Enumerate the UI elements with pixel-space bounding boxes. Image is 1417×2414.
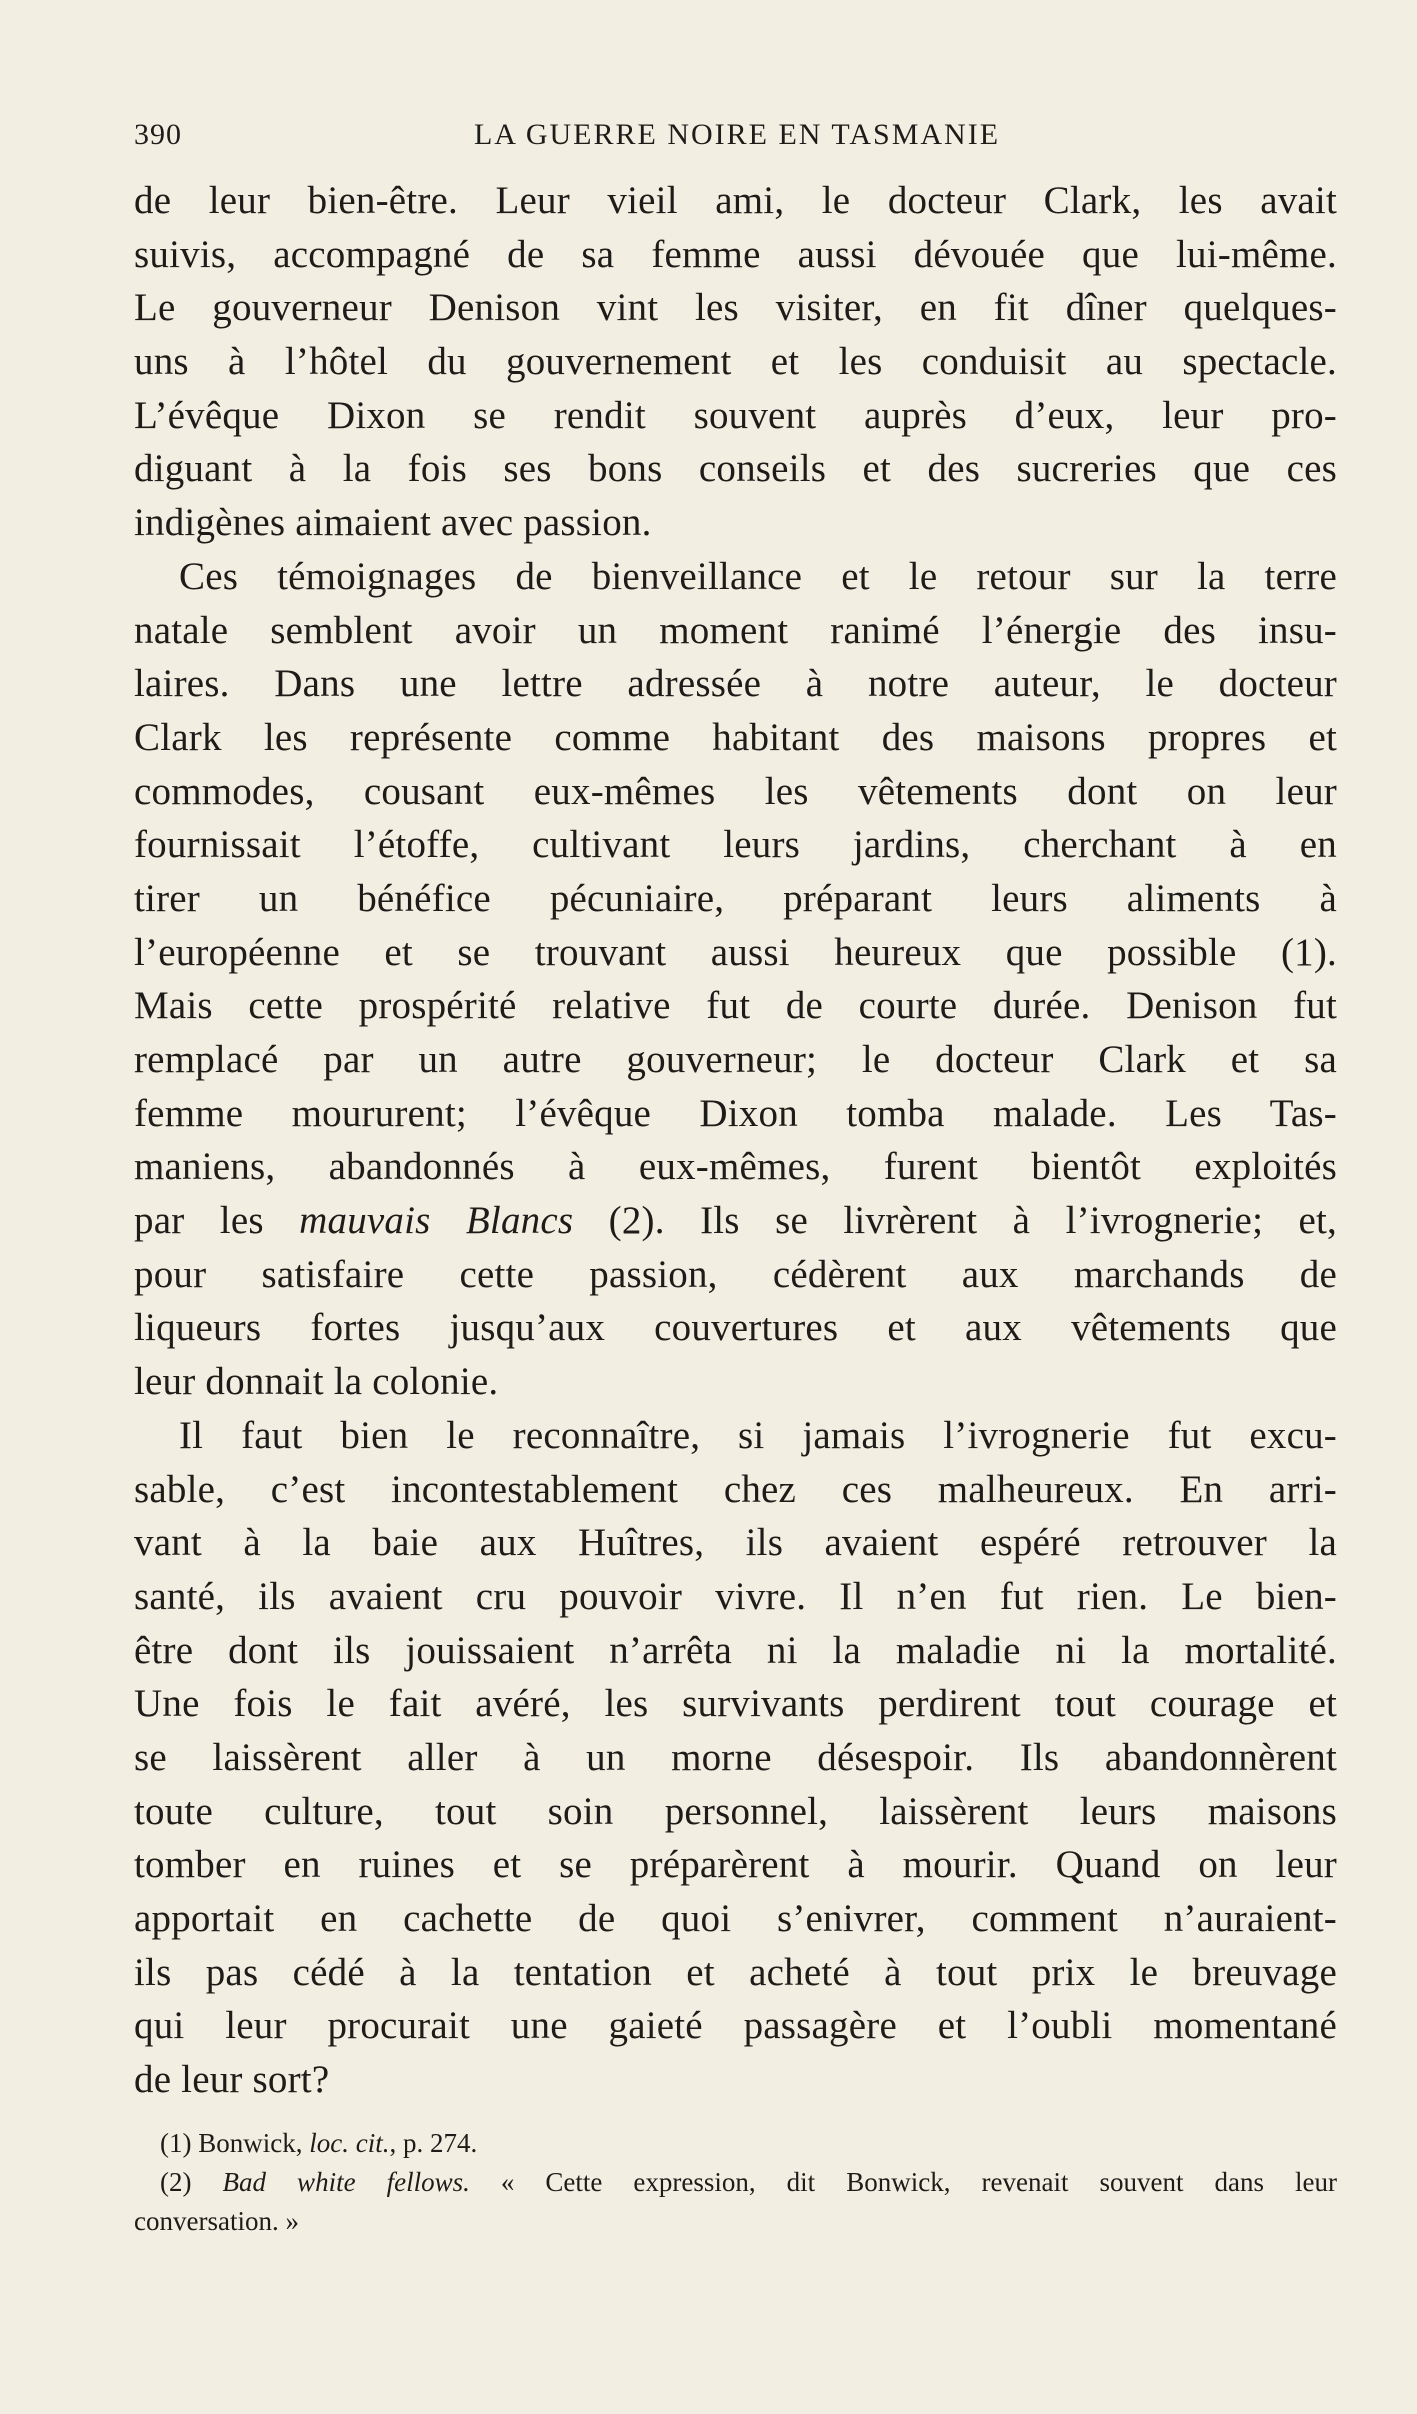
text-line: toute culture, tout soin personnel, laissèrent leurs maisons: [134, 1789, 1337, 1833]
text-line: apportait en cachette de quoi s’enivrer, comment n’auraient-: [134, 1897, 1337, 1940]
text-line: tirer un bénéfice pécuniaire, préparant leurs aliments à: [134, 876, 1337, 920]
text-line: tomber en ruines et se préparèrent à mourir. Quand on leur: [134, 1843, 1337, 1887]
text-line: fournissait l’étoffe, cultivant leurs jardins, cherchant à en: [134, 823, 1337, 867]
text-line: diguant à la fois ses bons conseils et des sucreries que ces: [134, 447, 1337, 491]
running-title: LA GUERRE NOIRE EN TASMANIE: [473, 118, 1001, 151]
text-segment: (2). Ils se livrèrent à l’ivrognerie; et,: [573, 1199, 1337, 1243]
text-line: Ces témoignages de bienveillance et le retour sur la terre: [179, 554, 1337, 598]
text-line: commodes, cousant eux-mêmes les vêtements dont on leur: [134, 769, 1337, 813]
text-segment: par les: [134, 1199, 300, 1243]
text-line: natale semblent avoir un moment ranimé l’énergie des insu-: [134, 608, 1337, 652]
text-line: de leur sort?: [134, 2058, 330, 2102]
body-text: [134, 174, 1337, 2107]
text-line: sable, c’est incontestablement chez ces malheureux. En arri-: [134, 1467, 1337, 1511]
text-line: Mais cette prospérité relative fut de courte durée. Denison fut: [134, 984, 1337, 1028]
italic-phrase: mauvais Blancs: [299, 1199, 574, 1243]
footnote-marker: (1): [160, 2128, 192, 2158]
text-line: Il faut bien le reconnaître, si jamais l’ivrognerie fut excu-: [179, 1413, 1337, 1457]
footnote-italic: loc. cit.: [309, 2128, 390, 2158]
footnote-text: « Cette expression, dit Bonwick, revenait souvent dans leur: [469, 2167, 1338, 2197]
text-line: L’évêque Dixon se rendit souvent auprès d’eux, leur pro-: [134, 393, 1337, 437]
text-line: liqueurs fortes jusqu’aux couvertures et aux vêtements que: [134, 1306, 1337, 1350]
footnote-text: , p. 274.: [389, 2128, 478, 2158]
text-line: Une fois le fait avéré, les survivants perdirent tout courage et: [134, 1682, 1337, 1726]
text-line: remplacé par un autre gouverneur; le docteur Clark et sa: [134, 1038, 1337, 1081]
footnote-italic: Bad white fellows.: [222, 2167, 470, 2197]
text-line: laires. Dans une lettre adressée à notre auteur, le docteur: [134, 662, 1337, 706]
text-line: pour satisfaire cette passion, cédèrent aux marchands de: [134, 1252, 1337, 1296]
text-line: Le gouverneur Denison vint les visiter, en fit dîner quelques-: [134, 286, 1337, 330]
footnote-text: Bonwick,: [191, 2128, 310, 2158]
text-line: ils pas cédé à la tentation et acheté à tout prix le breuvage: [134, 1950, 1337, 1994]
text-line: leur donnait la colonie.: [134, 1360, 499, 1404]
text-line: qui leur procurait une gaieté passagère et l’oubli momentané: [134, 2004, 1337, 2048]
text-line: l’européenne et se trouvant aussi heureux que possible (1).: [134, 930, 1337, 974]
footnotes: [134, 2124, 1337, 2241]
text-line: femme moururent; l’évêque Dixon tomba malade. Les Tas-: [134, 1091, 1337, 1135]
running-head: [134, 118, 1340, 158]
text-line: suivis, accompagné de sa femme aussi dévouée que lui-même.: [134, 232, 1337, 276]
footnote-text: [191, 2167, 222, 2197]
footnote-2-continuation: conversation. »: [134, 2206, 299, 2236]
footnote-1: [134, 2124, 1337, 2163]
text-line: maniens, abandonnés à eux-mêmes, furent bientôt exploités: [134, 1145, 1337, 1189]
text-line-with-italic: [134, 1194, 1337, 1248]
text-line: se laissèrent aller à un morne désespoir. Ils abandonnèrent: [134, 1735, 1337, 1779]
footnote-marker: (2): [160, 2167, 192, 2197]
text-line: uns à l’hôtel du gouvernement et les conduisit au spectacle.: [134, 340, 1337, 384]
text-line: santé, ils avaient cru pouvoir vivre. Il n’en fut rien. Le bien-: [134, 1574, 1337, 1618]
text-line: être dont ils jouissaient n’arrêta ni la maladie ni la mortalité.: [134, 1628, 1337, 1672]
text-line: Clark les représente comme habitant des maisons propres et: [134, 715, 1337, 759]
footnote-2: [134, 2163, 1337, 2202]
text-line: vant à la baie aux Huîtres, ils avaient espéré retrouver la: [134, 1521, 1337, 1565]
page-number: 390: [134, 118, 182, 151]
text-line: indigènes aimaient avec passion.: [134, 501, 652, 545]
text-line: de leur bien-être. Leur vieil ami, le docteur Clark, les avait: [134, 179, 1337, 222]
